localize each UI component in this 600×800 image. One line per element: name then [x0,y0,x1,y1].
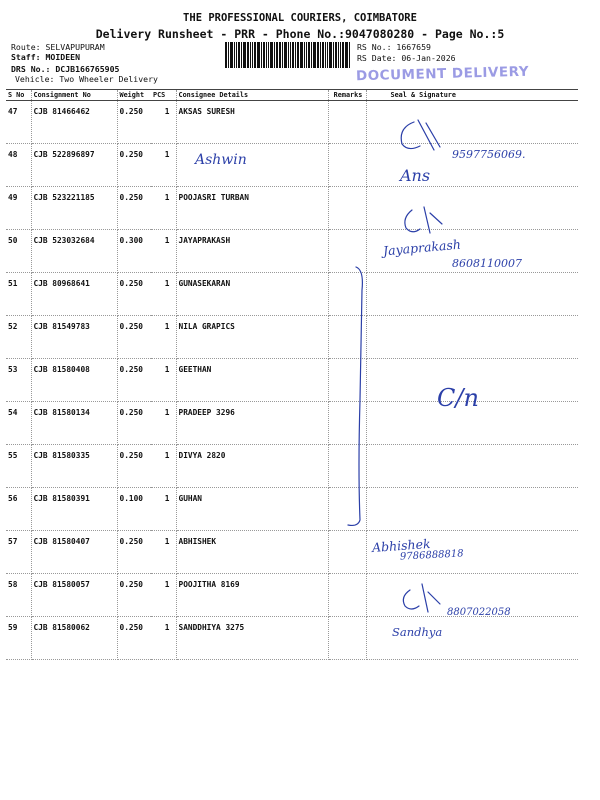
r48-name-handwriting: Ashwin [195,152,247,168]
row-consignee: SANDDHIYA 3275 [176,617,328,660]
col-consignee: Consignee Details [176,90,328,101]
row-consignee: POOJITHA 8169 [176,574,328,617]
col-weight: Weight [117,90,151,101]
rs-date: RS Date: 06-Jan-2026 [357,53,456,63]
row-consignment-no: CJB 81580408 [31,359,117,402]
row-pcs: 1 [151,144,176,187]
row-sno: 51 [6,273,31,316]
row-consignee: GUHAN [176,488,328,531]
row-consignee: ABHISHEK [176,531,328,574]
row-consignment-no: CJB 81580391 [31,488,117,531]
row-pcs: 1 [151,445,176,488]
group-bracket-mark [348,267,362,525]
row-sno: 57 [6,531,31,574]
col-consignment: Consignment No [31,90,117,101]
row-consignee: GUNASEKARAN [176,273,328,316]
row-consignment-no: CJB 523032684 [31,230,117,273]
staff-label: Staff: MOIDEEN [11,52,81,62]
company-title: THE PROFESSIONAL COURIERS, COIMBATORE [183,12,417,24]
row-sno: 53 [6,359,31,402]
row-sno: 55 [6,445,31,488]
row-consignment-no: CJB 523221185 [31,187,117,230]
row-consignee: PRADEEP 3296 [176,402,328,445]
row-weight: 0.250 [117,359,151,402]
row-weight: 0.250 [117,402,151,445]
vehicle-label: Vehicle: Two Wheeler Delivery [15,74,158,84]
row-pcs: 1 [151,531,176,574]
row-pcs: 1 [151,187,176,230]
row-consignee: GEETHAN [176,359,328,402]
r47-n-stroke [418,120,440,150]
document-delivery-stamp: DOCUMENT DELIVERY [355,63,530,85]
row-pcs: 1 [151,230,176,273]
row-consignment-no: CJB 80968641 [31,273,117,316]
row-pcs: 1 [151,574,176,617]
group-signature: C/n [437,384,479,412]
row-pcs: 1 [151,617,176,660]
row-pcs: 1 [151,488,176,531]
r48-signature: Ans [400,166,431,185]
row-weight: 0.250 [117,617,151,660]
row-sno: 56 [6,488,31,531]
col-sno: S No [6,90,31,101]
row-sno: 54 [6,402,31,445]
row-consignment-no: CJB 81580407 [31,531,117,574]
row-sno: 59 [6,617,31,660]
r47-c-stroke [401,122,420,149]
row-pcs: 1 [151,273,176,316]
r48-phone-handwriting: 9597756069. [452,148,526,161]
col-signature: Seal & Signature [366,90,578,101]
col-remarks: Remarks [328,90,366,101]
row-consignment-no: CJB 81580062 [31,617,117,660]
r58-c-stroke [403,584,440,612]
row-sno: 52 [6,316,31,359]
col-pcs: PCS [151,90,176,101]
r50-phone-handwriting: 8608110007 [452,257,522,270]
row-consignee: POOJASRI TURBAN [176,187,328,230]
rs-number: RS No.: 1667659 [357,42,431,52]
row-weight: 0.250 [117,187,151,230]
row-consignee: DIVYA 2820 [176,445,328,488]
row-sno: 47 [6,101,31,144]
row-weight: 0.250 [117,101,151,144]
row-weight: 0.250 [117,144,151,187]
row-pcs: 1 [151,402,176,445]
row-pcs: 1 [151,101,176,144]
row-consignment-no: CJB 81580057 [31,574,117,617]
row-consignee: NILA GRAPICS [176,316,328,359]
row-sno: 48 [6,144,31,187]
row-weight: 0.250 [117,273,151,316]
row-consignment-no: CJB 81549783 [31,316,117,359]
row-sno: 50 [6,230,31,273]
r50-name-handwriting: Jayaprakash [382,236,462,259]
runsheet-title: Delivery Runsheet - PRR - Phone No.:9047080280 - Page No.:5 [95,27,505,41]
r57-name-handwriting: Abhishek [371,535,431,556]
row-sno: 58 [6,574,31,617]
row-sno: 49 [6,187,31,230]
row-weight: 0.100 [117,488,151,531]
r59-name-handwriting: Sandhya [392,625,443,639]
row-weight: 0.250 [117,531,151,574]
row-weight: 0.250 [117,574,151,617]
r49-c-stroke [405,207,442,233]
r57-phone-handwriting: 9786888818 [399,548,464,563]
row-weight: 0.250 [117,445,151,488]
row-weight: 0.250 [117,316,151,359]
row-pcs: 1 [151,359,176,402]
row-pcs: 1 [151,316,176,359]
route-label: Route: SELVAPUPURAM [11,42,105,52]
r59-phone-handwriting: 8807022058 [447,607,511,618]
row-consignee: AKSAS SURESH [176,101,328,144]
drs-number: DRS No.: DCJB166765905 [11,64,120,74]
row-consignment-no: CJB 522896897 [31,144,117,187]
row-consignee: JAYAPRAKASH [176,230,328,273]
row-consignment-no: CJB 81466462 [31,101,117,144]
row-weight: 0.300 [117,230,151,273]
row-consignment-no: CJB 81580134 [31,402,117,445]
row-consignment-no: CJB 81580335 [31,445,117,488]
